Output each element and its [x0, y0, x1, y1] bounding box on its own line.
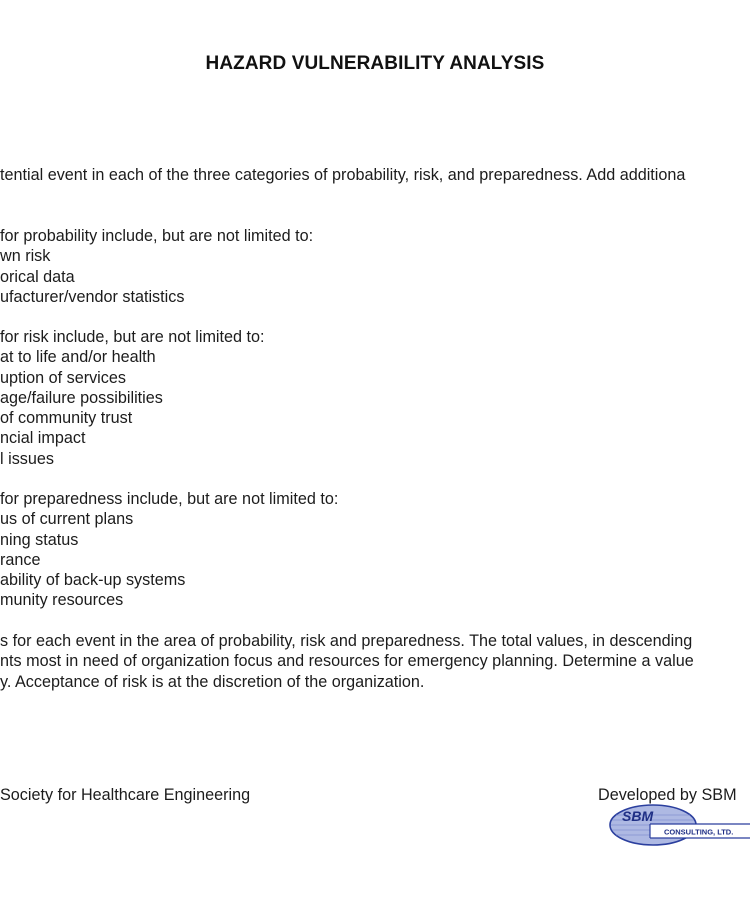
preparedness-item: us of current plans — [0, 510, 134, 529]
sbm-consulting-logo-icon — [608, 803, 750, 849]
preparedness-item: ning status — [0, 530, 79, 549]
preparedness-heading: for preparedness include, but are not limited to: — [0, 490, 339, 508]
risk-item: l issues — [0, 449, 54, 468]
probability-item: wn risk — [0, 247, 51, 266]
page-title: HAZARD VULNERABILITY ANALYSIS — [205, 53, 545, 74]
probability-item: ufacturer/vendor statistics — [0, 287, 185, 306]
footer-credit-right: Developed by SBM — [598, 786, 737, 804]
risk-item: uption of services — [0, 368, 126, 387]
footer-credit-left: Society for Healthcare Engineering — [0, 786, 251, 804]
logo-mark: SBM — [622, 808, 654, 824]
summary-line: nts most in need of organization focus and resources for emergency planning. Determine a value — [0, 652, 694, 671]
summary-paragraph — [0, 631, 694, 692]
intro-text: tential event in each of the three categories of probability, risk, and preparedness. Add additiona — [0, 166, 686, 184]
risk-item: at to life and/or health — [0, 348, 156, 367]
probability-item: orical data — [0, 267, 75, 286]
risk-item: of community trust — [0, 409, 133, 428]
preparedness-item: munity resources — [0, 591, 124, 610]
logo-tagline: CONSULTING, LTD. — [664, 827, 734, 837]
preparedness-item: ability of back-up systems — [0, 571, 186, 590]
risk-item: age/failure possibilities — [0, 388, 163, 407]
risk-heading: for risk include, but are not limited to: — [0, 328, 265, 346]
risk-item: ncial impact — [0, 429, 86, 448]
summary-line: s for each event in the area of probability, risk and preparedness. The total values, in descending — [0, 632, 693, 650]
risk-section — [0, 327, 265, 469]
preparedness-section — [0, 489, 338, 611]
probability-section — [0, 226, 313, 307]
preparedness-item: rance — [0, 550, 41, 569]
probability-heading: for probability include, but are not limited to: — [0, 227, 314, 245]
summary-line: y. Acceptance of risk is at the discretion of the organization. — [0, 672, 425, 691]
